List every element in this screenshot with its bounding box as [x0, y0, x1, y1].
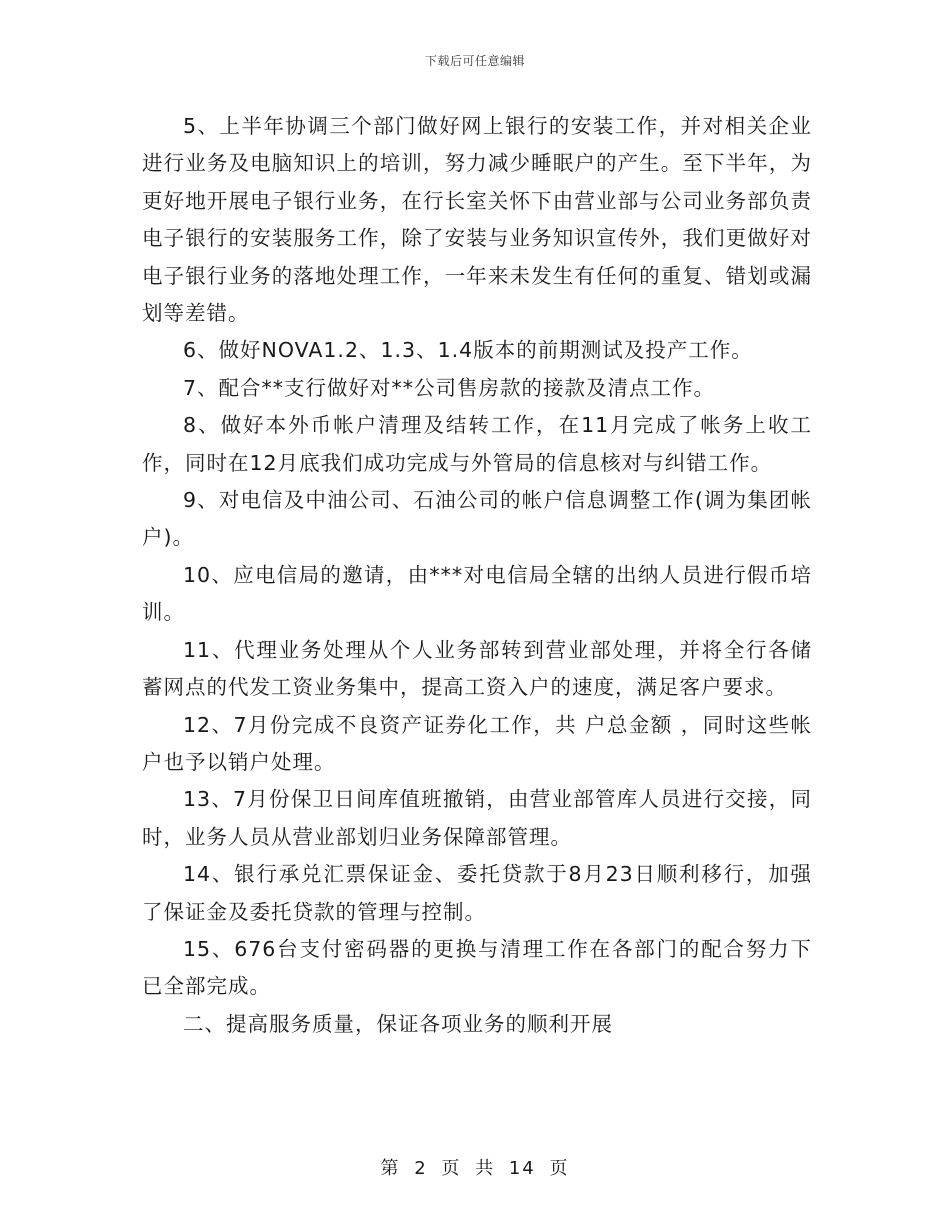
paragraph-item-10: 10、应电信局的邀请，由***对电信局全辖的出纳人员进行假币培训。	[142, 562, 812, 625]
page-footer: 第 2 页 共 14 页	[380, 1158, 570, 1179]
paragraph-item-9: 9、对电信及中油公司、石油公司的帐户信息调整工作(调为集团帐户)。	[142, 488, 812, 550]
paragraph-item-8: 8、做好本外币帐户清理及结转工作，在11月完成了帐务上收工作，同时在12月底我们成功完成与外管局的信息核对与纠错工作。	[142, 413, 812, 475]
paragraph-item-15: 15、676台支付密码器的更换与清理工作在各部门的配合努力下已全部完成。	[142, 936, 812, 999]
document-body	[142, 108, 812, 1043]
paragraph-item-13: 13、7月份保卫日间库值班撤销，由营业部管库人员进行交接，同时，业务人员从营业部划归业务保障部管理。	[142, 787, 812, 849]
paragraph-item-12: 12、7月份完成不良资产证券化工作，共 户总金额 ，同时这些帐户也予以销户处理。	[142, 712, 812, 774]
page-header: 下载后可任意编辑	[424, 54, 525, 68]
paragraph-item-14: 14、银行承兑汇票保证金、委托贷款于8月23日顺利移行，加强了保证金及委托贷款的管理与控制。	[142, 862, 812, 924]
section-heading: 二、提高服务质量，保证各项业务的顺利开展	[183, 1011, 613, 1036]
paragraph-item-6: 6、做好NOVA1.2、1.3、1.4版本的前期测试及投产工作。	[183, 338, 753, 363]
paragraph-item-7: 7、配合**支行做好对**公司售房款的接款及清点工作。	[183, 375, 716, 400]
paragraph-item-5: 5、上半年协调三个部门做好网上银行的安装工作，并对相关企业进行业务及电脑知识上的培训，努力减少睡眠户的产生。至下半年，为更好地开展电子银行业务，在行长室关怀下由营业部与公司业务部负责电子银行的安装服务工作，除了安装与业务知识宣传外，我们更做好对电子银行业务的落地处理工作，一年来未发生有任何的重复、错划或漏划等差错。	[142, 114, 812, 326]
paragraph-item-11: 11、代理业务处理从个人业务部转到营业部处理，并将全行各储蓄网点的代发工资业务集中，提高工资入户的速度，满足客户要求。	[142, 637, 812, 700]
